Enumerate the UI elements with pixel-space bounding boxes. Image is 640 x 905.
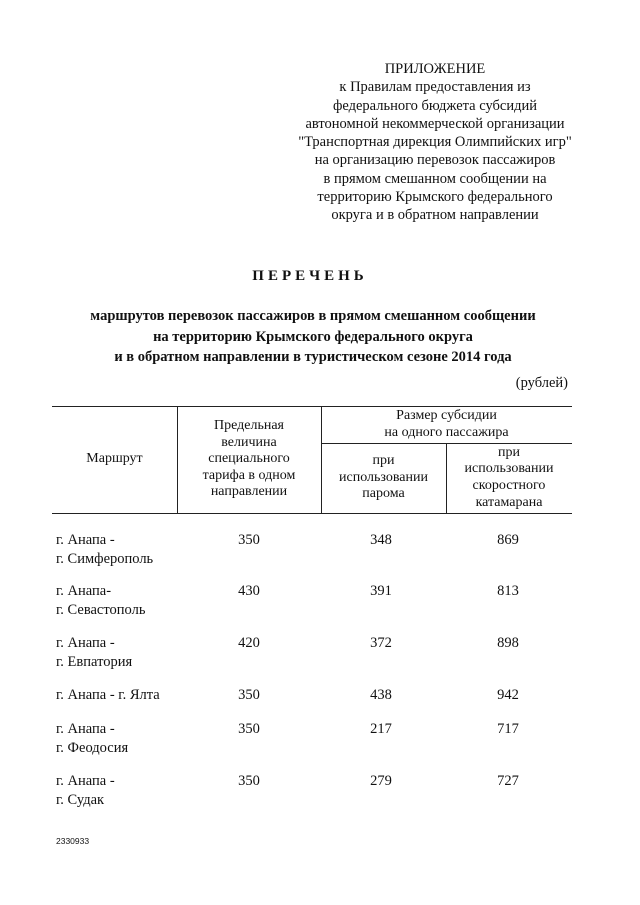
route-line: г. Судак [56,792,105,808]
header-tariff-line: величина [221,434,277,450]
header-route [52,406,177,513]
route-cell [56,772,181,810]
route-line: г. Анапа - г. Ялта [56,687,160,703]
route-line: г. Евпатория [56,654,133,670]
route-line: г. Анапа- [56,583,112,599]
header-tariff [177,406,321,513]
header-route-label: Маршрут [86,451,143,467]
subtitle-line: маршрутов перевозок пассажиров в прямом смешанном сообщении [90,308,536,324]
ferry-cell: 217 [370,721,392,737]
header-catamaran-line: при [498,444,520,460]
route-line: г. Анапа - [56,773,115,789]
route-line: г. Симферополь [56,551,154,567]
header-subsidy-line: на одного пассажира [384,424,509,440]
catamaran-cell: 869 [497,532,519,548]
route-cell [56,720,181,758]
catamaran-cell: 717 [497,721,519,737]
header-catamaran [446,443,572,513]
ferry-cell: 438 [370,687,392,703]
tariff-cell: 350 [238,687,260,703]
header-tariff-line: специального [208,451,290,467]
tariff-cell: 350 [238,532,260,548]
route-line: г. Феодосия [56,740,129,756]
tariff-cell: 430 [238,583,260,599]
appendix-line: автономной некоммерческой организации [305,115,565,132]
header-subsidy [321,406,572,443]
appendix-line: территорию Крымского федерального [317,189,553,206]
appendix-line: "Транспортная дирекция Олимпийских игр" [298,134,572,151]
appendix-line: к Правилам предоставления из [339,79,531,96]
catamaran-cell: 813 [497,583,519,599]
route-cell [56,582,181,620]
currency-units: (рублей) [515,375,568,391]
ferry-cell: 279 [370,773,392,789]
subtitle-line: и в обратном направлении в туристическом сезоне 2014 года [114,349,512,365]
tariff-cell: 420 [238,635,260,651]
route-line: г. Анапа - [56,721,115,737]
header-ferry-line: использовании [339,469,428,485]
route-line: г. Севастополь [56,602,146,618]
header-catamaran-line: катамарана [475,494,543,510]
appendix-heading: ПРИЛОЖЕНИЕ [384,61,486,77]
header-ferry-line: при [372,453,395,469]
tariff-cell: 350 [238,721,260,737]
ferry-cell: 348 [370,532,392,548]
ferry-cell: 372 [370,635,392,651]
catamaran-cell: 942 [497,687,519,703]
header-ferry [321,443,446,513]
catamaran-cell: 898 [497,635,519,651]
route-cell [56,634,181,672]
header-tariff-line: направлении [210,484,288,500]
subtitle-line: на территорию Крымского федерального округа [153,328,473,345]
ferry-cell: 391 [370,583,392,599]
header-ferry-line: парома [362,486,405,502]
appendix-line: округа и в обратном направлении [331,207,539,224]
route-line: г. Анапа - [56,635,115,651]
document-subtitle [0,306,626,368]
appendix-line: федерального бюджета субсидий [332,97,538,114]
route-line: г. Анапа - [56,532,115,548]
document-title: ПЕРЕЧЕНЬ [252,268,368,284]
table-header-bottom-rule [52,513,572,514]
header-catamaran-line: использовании [464,461,554,477]
header-catamaran-line: скоростного [472,478,546,493]
header-tariff-line: тарифа в одном [202,467,296,483]
appendix-block [270,60,600,225]
catamaran-cell: 727 [497,773,519,789]
header-subsidy-line: Размер субсидии [396,407,497,423]
appendix-line: в прямом смешанном сообщении на [323,170,547,187]
route-cell [56,531,181,569]
document-number: 2330933 [56,836,90,846]
header-tariff-line: Предельная [213,418,284,434]
tariff-cell: 350 [238,773,260,789]
route-cell [56,686,181,705]
appendix-line: на организацию перевозок пассажиров [314,152,556,169]
